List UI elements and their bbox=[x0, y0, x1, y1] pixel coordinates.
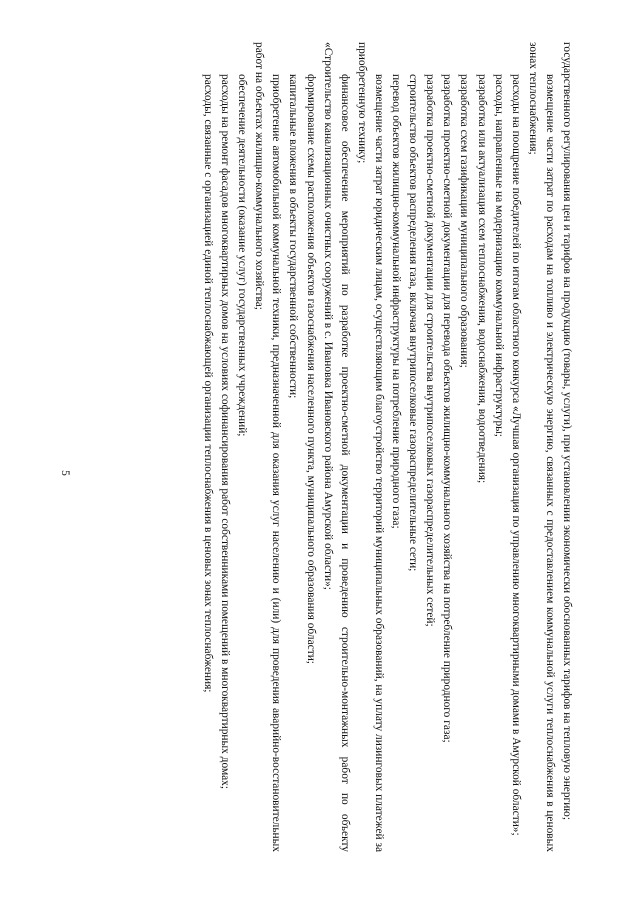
paragraph: расходы на поощрение победителей по итогам областного конкурса «Лучшая организация по управлению многоквартирными домами в Амурской области»; bbox=[509, 74, 522, 836]
paragraph: расходы, направленные на модернизацию коммунальной инфраструктуры; bbox=[492, 74, 505, 437]
paragraph: перевод объектов жилищно-коммунальной инфраструктуры на потребление природного газа; bbox=[390, 74, 403, 529]
paragraph: обеспечение деятельности (оказание услуг) государственных учреждений; bbox=[236, 74, 249, 437]
paragraph: разработка проектно-сметной документации для строительства внутрипоселковых газораспределительных сетей; bbox=[424, 74, 437, 627]
document-body bbox=[105, 42, 575, 852]
paragraph: финансовое обеспечение мероприятий по разработке проектно-сметной документации и проведению строительно-монтажных работ по объекту «Строительство канализационных очистных сооружений в с. Ивановка Ивановского района Амурской области»; bbox=[321, 42, 351, 852]
paragraph: возмещение части затрат по расходам на топливо и электрическую энергию, связанных с предоставлением коммунальной услуги теплоснабжения в ценовых зонах теплоснабжения; bbox=[526, 42, 556, 852]
rotated-text-block bbox=[105, 42, 575, 852]
paragraph: разработка или актуализация схем теплоснабжения, водоснабжения, водоотведения; bbox=[475, 74, 488, 484]
page-number: 5 bbox=[58, 470, 71, 476]
paragraph: разработка схем газификации муниципального образования; bbox=[458, 74, 471, 368]
paragraph: государственного регулирования цен и тарифов на продукцию (товары, услуги), при установлении экономически обоснованных тарифов на тепловую энергию; bbox=[561, 42, 573, 820]
paragraph: строительство объектов распределения газа, включая внутрипоселковые газораспределительные сети; bbox=[407, 74, 420, 572]
paragraph: разработка проектно-сметной документации для перевода объектов жилищно-коммунального хозяйства на потребление природного газа; bbox=[441, 74, 454, 743]
paragraph: формирование схемы расположения объектов газоснабжения населенного пункта, муниципального образования области; bbox=[304, 74, 317, 664]
paragraph: расходы на ремонт фасадов многоквартирных домов на условиях софинансирования работ собственниками помещений в многоквартирных домах; bbox=[219, 74, 232, 790]
paragraph: капитальные вложения в объекты государственной собственности; bbox=[287, 74, 300, 399]
paragraph: возмещение части затрат юридическим лицам, осуществляющим благоустройство территорий муниципальных образований, на уплату лизинговых платежей за приобретенную технику; bbox=[355, 42, 385, 852]
paragraph: приобретение автомобильной коммунальной техники, предназначенной для оказания услуг населению и (или) для проведения аварийно-восстановительных работ на объектах жилищно-коммунального хозяйства; bbox=[253, 42, 283, 852]
paragraph: расходы, связанные с организацией единой теплоснабжающей организации теплоснабжения в ценовых зонах теплоснабжения; bbox=[202, 74, 215, 693]
